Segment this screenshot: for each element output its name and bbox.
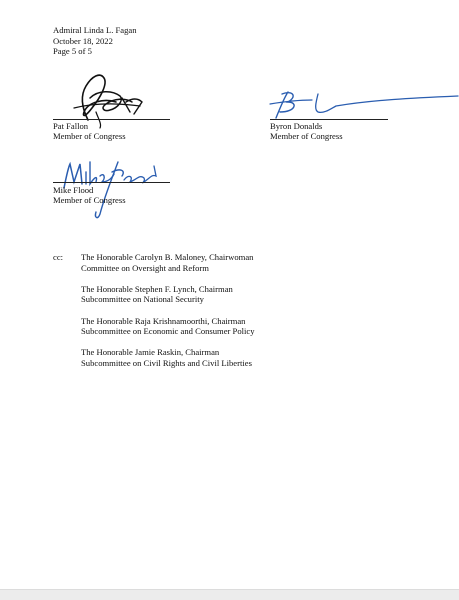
recipient-name: Admiral Linda L. Fagan: [53, 25, 137, 35]
cc-label: cc:: [53, 252, 64, 262]
signatory-name: Byron Donalds: [270, 121, 323, 131]
cc-recipient: [81, 347, 331, 368]
cc-recipient-committee: Subcommittee on Civil Rights and Civil Liberties: [81, 357, 252, 368]
signature-line: [270, 119, 388, 120]
cc-recipient-name: The Honorable Stephen F. Lynch, Chairman: [81, 283, 233, 294]
signature-line: [53, 119, 170, 120]
cc-recipient-committee: Subcommittee on Economic and Consumer Policy: [81, 326, 255, 337]
letter-date: October 18, 2022: [53, 35, 113, 46]
page-bottom-edge: [0, 589, 459, 600]
signatory-title: Member of Congress: [53, 195, 126, 205]
signatory-title: Member of Congress: [270, 131, 343, 141]
cc-recipient-name: The Honorable Carolyn B. Maloney, Chairwoman: [81, 252, 254, 262]
cc-recipient: [81, 316, 331, 337]
signatory-name: Pat Fallon: [53, 121, 89, 131]
page-number: Page 5 of 5: [53, 46, 92, 57]
cc-recipient-list: [81, 252, 331, 379]
cc-recipient-name: The Honorable Jamie Raskin, Chairman: [81, 347, 220, 358]
cc-recipient: [81, 252, 331, 273]
letter-header: [53, 25, 137, 57]
signatory-name: Mike Flood: [53, 185, 94, 195]
signature-line: [53, 182, 170, 183]
signatory-title: Member of Congress: [53, 131, 126, 141]
cc-recipient-committee: Committee on Oversight and Reform: [81, 262, 209, 273]
cc-recipient-name: The Honorable Raja Krishnamoorthi, Chairman: [81, 315, 246, 326]
cc-recipient: [81, 284, 331, 305]
cc-recipient-committee: Subcommittee on National Security: [81, 294, 204, 305]
